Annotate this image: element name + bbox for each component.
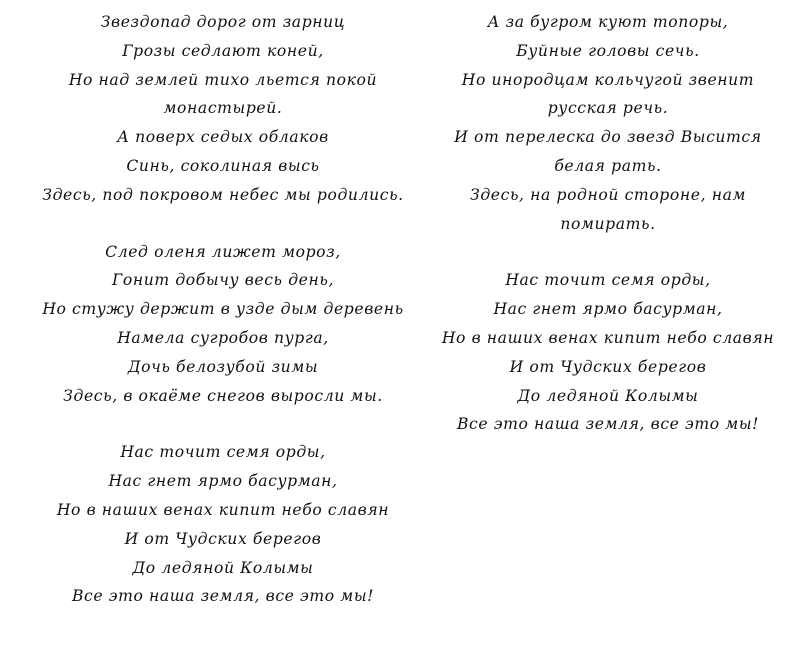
verse-line: А поверх седых облаков: [117, 128, 329, 147]
verse-line: монастырей.: [163, 99, 283, 118]
verse-line: белая рать.: [554, 156, 662, 175]
verse-line: Намела сугробов пурга,: [117, 328, 329, 347]
verse-line: Здесь, под покровом небес мы родились.: [42, 185, 404, 204]
verse-line: Но в наших венах кипит небо славян: [56, 500, 390, 519]
verse-line: Гонит добычу весь день,: [111, 271, 335, 290]
verse-line: Нас точит семя орды,: [505, 271, 711, 290]
verse-line: А за бугром куют топоры,: [487, 13, 729, 31]
verse-line: Нас точит семя орды,: [120, 443, 326, 462]
right-column: [418, 8, 798, 439]
verse-line: Здесь, в окаёме снегов выросли мы.: [63, 386, 383, 405]
left-column: [18, 8, 428, 611]
chorus-right: [418, 266, 798, 439]
verse-line: Нас гнет ярмо басурман,: [493, 300, 723, 319]
verse-line: Но в наших венах кипит небо славян: [441, 328, 775, 347]
verse-line: След оленя лижет мороз,: [105, 242, 341, 261]
verse-line: Дочь белозубой зимы: [127, 357, 319, 376]
verse-line: Но инородцам кольчугой звенит: [461, 70, 755, 89]
verse-line: Нас гнет ярмо басурман,: [108, 472, 338, 491]
stanza-3: [418, 8, 798, 238]
stanza-1: [18, 8, 428, 210]
verse-line: И от Чудских берегов: [509, 357, 707, 376]
verse-line: Все это наша земля, все это мы!: [71, 587, 375, 606]
verse-line: Грозы седлают коней,: [122, 41, 324, 60]
verse-line: русская речь.: [547, 99, 669, 118]
verse-line: Звездопад дорог от зарниц: [100, 13, 346, 31]
verse-line: помирать.: [560, 214, 656, 233]
chorus-left: [18, 438, 428, 611]
verse-line: До ледяной Колымы: [517, 386, 699, 405]
verse-line: Но над землей тихо льется покой: [68, 70, 378, 89]
verse-line: Буйные головы сечь.: [516, 41, 700, 60]
verse-line: И от перелеска до звезд Высится: [454, 128, 762, 147]
verse-line: И от Чудских берегов: [124, 529, 322, 548]
verse-line: До ледяной Колымы: [132, 558, 314, 577]
verse-line: Но стужу держит в узде дым деревень: [42, 300, 404, 319]
verse-line: Здесь, на родной стороне, нам: [470, 185, 746, 204]
verse-line: Синь, соколиная высь: [126, 156, 320, 175]
verse-line: Все это наша земля, все это мы!: [456, 415, 760, 434]
stanza-2: [18, 238, 428, 411]
